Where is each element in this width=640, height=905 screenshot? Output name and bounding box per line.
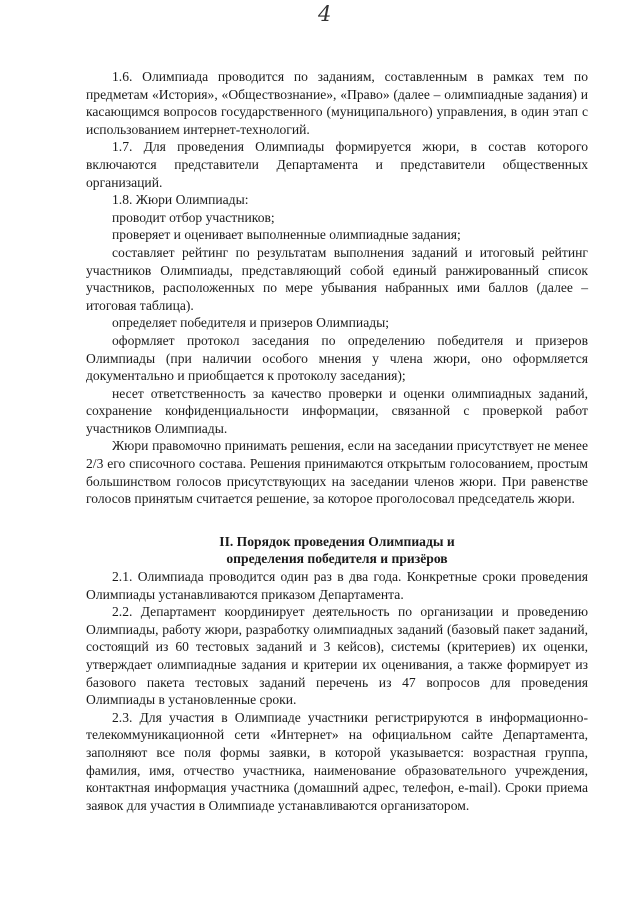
document-body <box>86 68 588 814</box>
paragraph-2-2: 2.2. Департамент координирует деятельность по организации и проведению Олимпиады, работу жюри, разработку олимпиадных заданий (базовый пакет заданий, состоящий из 60 тестовых заданий и 3 кейсов), системы (критериев) их оценки, утверждает олимпиадные задания и критерии их оценивания, а также формирует из базового пакета тестовых заданий перечень из 47 вопросов для проведения Олимпиады в установленные сроки. <box>86 604 588 708</box>
section-heading-line: II. Порядок проведения Олимпиады и <box>219 533 455 549</box>
paragraph-2-1: 2.1. Олимпиада проводится один раз в два года. Конкретные сроки проведения Олимпиады устанавливаются приказом Департамента. <box>86 569 588 602</box>
page-number: 4 <box>318 2 332 26</box>
paragraph-1-6: 1.6. Олимпиада проводится по заданиям, составленным в рамках тем по предметам «История», «Обществознание», «Право» (далее – олимпиадные задания) и касающимся вопросов государственного (муниципального) управления, в один этап с использованием интернет-технологий. <box>86 69 588 137</box>
jury-duty-item: оформляет протокол заседания по определению победителя и призеров Олимпиады (при наличии особого мнения у члена жюри, оно оформляется документально и приобщается к протоколу заседания); <box>86 332 588 384</box>
jury-duty-item: составляет рейтинг по результатам выполнения заданий и итоговый рейтинг участников Олимпиады, представляющий собой единый ранжированный список участников, расположенных по мере убывания набранных ими баллов (далее – итоговая таблица). <box>86 244 588 313</box>
jury-quorum-paragraph: Жюри правомочно принимать решения, если на заседании присутствует не менее 2/3 его списочного состава. Решения принимаются открытым голосованием, простым большинством голосов присутствующих на заседании членов жюри. При равенстве голосов принятым считается решение, за которое проголосовал председатель жюри. <box>86 438 588 507</box>
section-heading <box>86 533 588 568</box>
paragraph-1-7: 1.7. Для проведения Олимпиады формируется жюри, в состав которого включаются представители Департамента и представители общественных организаций. <box>86 139 588 190</box>
paragraph-2-3: 2.3. Для участия в Олимпиаде участники регистрируются в информационно-телекоммуникационной сети «Интернет» на официальном сайте Департамента, заполняют все поля формы заявки, в которой указывается: возрастная группа, фамилия, имя, отчество участника, наименование образовательного учреждения, контактная информация участника (домашний адрес, телефон, e-mail). Сроки приема заявок для участия в Олимпиаде устанавливаются организатором. <box>86 709 588 813</box>
jury-duty-item: проверяет и оценивает выполненные олимпиадные задания; <box>112 227 461 243</box>
jury-duty-item: проводит отбор участников; <box>112 209 275 225</box>
jury-duty-item: несет ответственность за качество проверки и оценки олимпиадных заданий, сохранение конфиденциальности информации, связанной с проверкой работ участников Олимпиады. <box>86 385 588 436</box>
paragraph-1-8: 1.8. Жюри Олимпиады: <box>112 192 249 208</box>
jury-duty-item: определяет победителя и призеров Олимпиады; <box>112 315 390 331</box>
section-heading-line: определения победителя и призёров <box>226 551 448 567</box>
